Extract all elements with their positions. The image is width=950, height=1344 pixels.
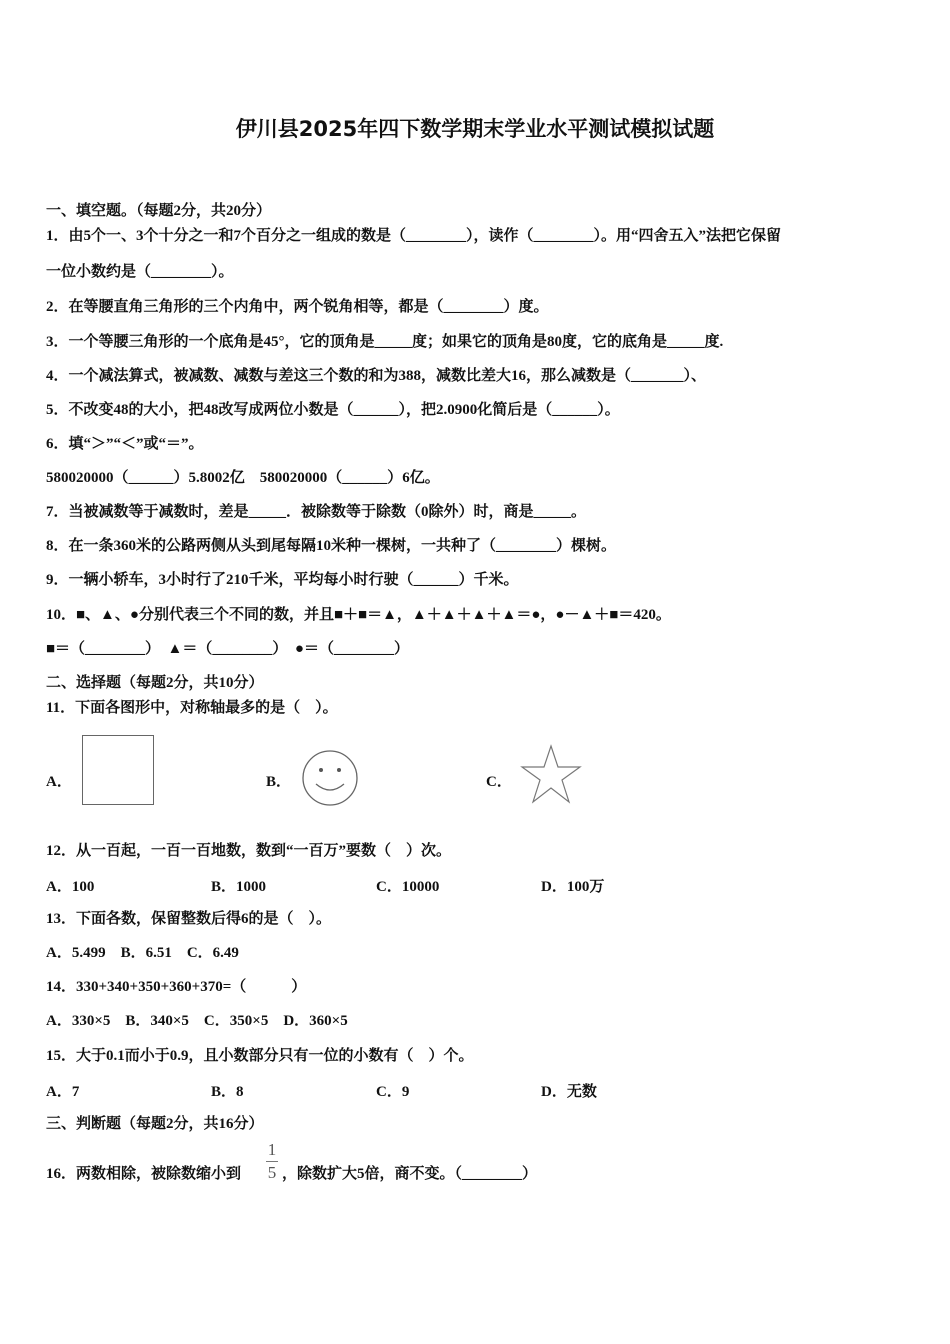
option-a-label: A． <box>46 774 72 790</box>
square-figure <box>82 735 154 805</box>
question-16: 16．两数相除，被除数缩小到 <box>46 1166 242 1182</box>
question-11: 11．下面各图形中，对称轴最多的是（ ）。 <box>46 700 338 716</box>
option: D．100万 <box>541 879 605 895</box>
option: C．10000 <box>376 879 440 895</box>
option: B．8 <box>211 1084 244 1100</box>
option-c-label: C． <box>486 774 512 790</box>
question-10-answers: ■＝（________） ▲＝（________） ●＝（________） <box>46 641 409 657</box>
fraction-denominator: 5 <box>267 1163 277 1182</box>
question-6: 6．填“＞”“＜”或“＝”。 <box>46 436 204 452</box>
question-5: 5．不改变48的大小，把48改写成两位小数是（______），把2.0900化简后是（______）。 <box>46 402 620 418</box>
question-14: 14．330+340+350+360+370=（ ） <box>46 979 307 995</box>
section-heading: 三、判断题（每题2分，共16分） <box>46 1116 264 1132</box>
question-4: 4．一个减法算式，被减数、减数与差这三个数的和为388，减数比差大16，那么减数是（_______）、 <box>46 368 707 384</box>
question-14-options: A．330×5 B．340×5 C．350×5 D．360×5 <box>46 1013 348 1029</box>
option: B．1000 <box>211 879 267 895</box>
question-7: 7．当被减数等于减数时，差是_____．被除数等于除数（0除外）时，商是_____。 <box>46 504 587 520</box>
question-9: 9．一辆小轿车，3小时行了210千米，平均每小时行驶（______）千米。 <box>46 572 519 588</box>
question-10: 10．■、▲、●分别代表三个不同的数，并且■＋■＝▲，▲＋▲＋▲＋▲＝●，●－▲＋■＝420。 <box>46 607 671 623</box>
section-heading: 一、填空题。（每题2分，共20分） <box>46 203 272 219</box>
option-b-label: B． <box>266 774 292 790</box>
smiley-face-figure <box>300 748 360 808</box>
question-1-cont: 一位小数约是（________）。 <box>46 264 234 280</box>
question-15: 15．大于0.1而小于0.9，且小数部分只有一位的小数有（ ）个。 <box>46 1048 474 1064</box>
question-3: 3．一个等腰三角形的一个底角是45°，它的顶角是_____度；如果它的顶角是80度，它的底角是_____度. <box>46 334 724 350</box>
option: C．9 <box>376 1084 410 1100</box>
section-heading: 二、选择题（每题2分，共10分） <box>46 675 264 691</box>
option: D．无数 <box>541 1084 597 1100</box>
question-13-options: A．5.499 B．6.51 C．6.49 <box>46 945 239 961</box>
question-1: 1．由5个一、3个十分之一和7个百分之一组成的数是（________），读作（________）。用“四舍五入”法把它保留 <box>46 228 782 244</box>
page-title: 伊川县2025年四下数学期末学业水平测试模拟试题 <box>235 117 715 141</box>
question-12: 12．从一百起，一百一百地数，数到“一百万”要数（ ）次。 <box>46 843 452 859</box>
fraction-numerator: 1 <box>267 1140 277 1159</box>
star-figure <box>520 744 582 806</box>
question-2: 2．在等腰直角三角形的三个内角中，两个锐角相等，都是（________）度。 <box>46 299 549 315</box>
question-8: 8．在一条360米的公路两侧从头到尾每隔10米种一棵树，一共种了（________）棵树。 <box>46 538 617 554</box>
question-6-items: 580020000（______）5.8002亿 580020000（______）6亿。 <box>46 470 440 486</box>
question-13: 13．下面各数，保留整数后得6的是（ ）。 <box>46 911 332 927</box>
option: A．100 <box>46 879 95 895</box>
question-16-cont: ，除数扩大5倍，商不变。（________） <box>282 1166 538 1182</box>
fraction <box>266 1139 278 1184</box>
option: A．7 <box>46 1084 80 1100</box>
